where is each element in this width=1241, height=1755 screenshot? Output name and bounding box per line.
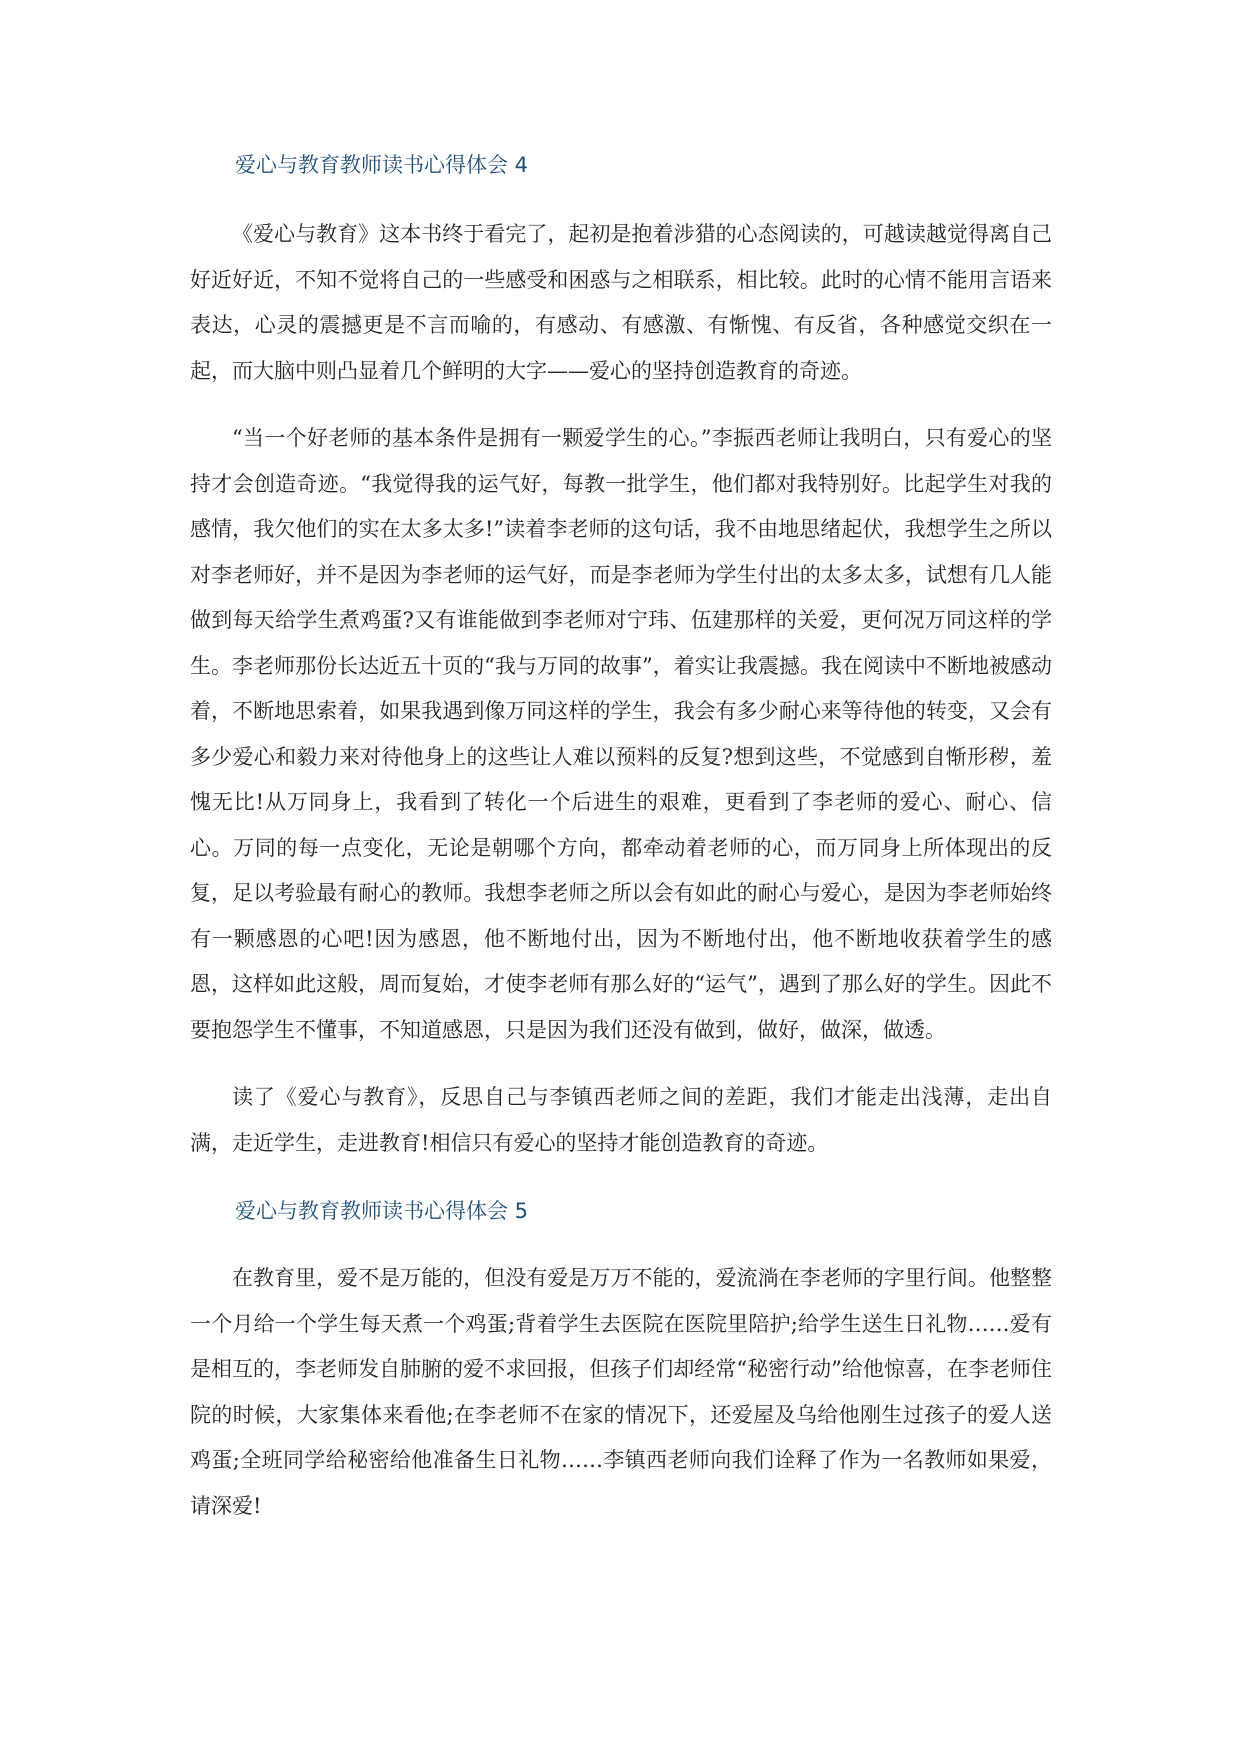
paragraph: 在教育里，爱不是万能的，但没有爱是万万不能的，爱流淌在李老师的字里行间。他整整一个月给一个学生每天煮一个鸡蛋;背着学生去医院在医院里陪护;给学生送生日礼物……爱有是相互的，李老师发自肺腑的爱不求回报，但孩子们却经常“秘密行动”给他惊喜，在李老师住院的时候，大家集体来看他;在李老师不在家的情况下，还爱屋及乌给他刚生过孩子的爱人送鸡蛋;全班同学给秘密给他准备生日礼物……李镇西老师向我们诠释了作为一名教师如果爱，请深爱! [190, 1266, 1052, 1518]
section-heading-5: 爱心与教育教师读书心得体会 5 [235, 1199, 529, 1223]
paragraph: 读了《爱心与教育》，反思自己与李镇西老师之间的差距，我们才能走出浅薄，走出自满，走近学生，走进教育!相信只有爱心的坚持才能创造教育的奇迹。 [190, 1085, 1052, 1155]
document-body [190, 150, 1052, 1529]
paragraph: 《爱心与教育》这本书终于看完了，起初是抱着涉猎的心态阅读的，可越读越觉得离自己好近好近，不知不觉将自己的一些感受和困惑与之相联系，相比较。此时的心情不能用言语来表达，心灵的震撼更是不言而喻的，有感动、有感激、有惭愧、有反省，各种感觉交织在一起，而大脑中则凸显着几个鲜明的大字——爱心的坚持创造教育的奇迹。 [190, 222, 1052, 383]
paragraph: “当一个好老师的基本条件是拥有一颗爱学生的心。”李振西老师让我明白，只有爱心的坚持才会创造奇迹。“我觉得我的运气好，每教一批学生，他们都对我特别好。比起学生对我的感情，我欠他们的实在太多太多!”读着李老师的这句话，我不由地思绪起伏，我想学生之所以对李老师好，并不是因为李老师的运气好，而是李老师为学生付出的太多太多，试想有几人能做到每天给学生煮鸡蛋?又有谁能做到李老师对宁玮、伍建那样的关爱，更何况万同这样的学生。李老师那份长达近五十页的“我与万同的故事”，着实让我震撼。我在阅读中不断地被感动着，不断地思索着，如果我遇到像万同这样的学生，我会有多少耐心来等待他的转变，又会有多少爱心和毅力来对待他身上的这些让人难以预料的反复?想到这些，不觉感到自惭形秽，羞愧无比!从万同身上，我看到了转化一个后进生的艰难，更看到了李老师的爱心、耐心、信心。万同的每一点变化，无论是朝哪个方向，都牵动着老师的心，而万同身上所体现出的反复，足以考验最有耐心的教师。我想李老师之所以会有如此的耐心与爱心，是因为李老师始终有一颗感恩的心吧!因为感恩，他不断地付出，因为不断地付出，他不断地收获着学生的感恩，这样如此这般，周而复始，才使李老师有那么好的“运气”，遇到了那么好的学生。因此不要抱怨学生不懂事，不知道感恩，只是因为我们还没有做到，做好，做深，做透。 [190, 426, 1052, 1042]
section-heading-4: 爱心与教育教师读书心得体会 4 [235, 153, 529, 177]
